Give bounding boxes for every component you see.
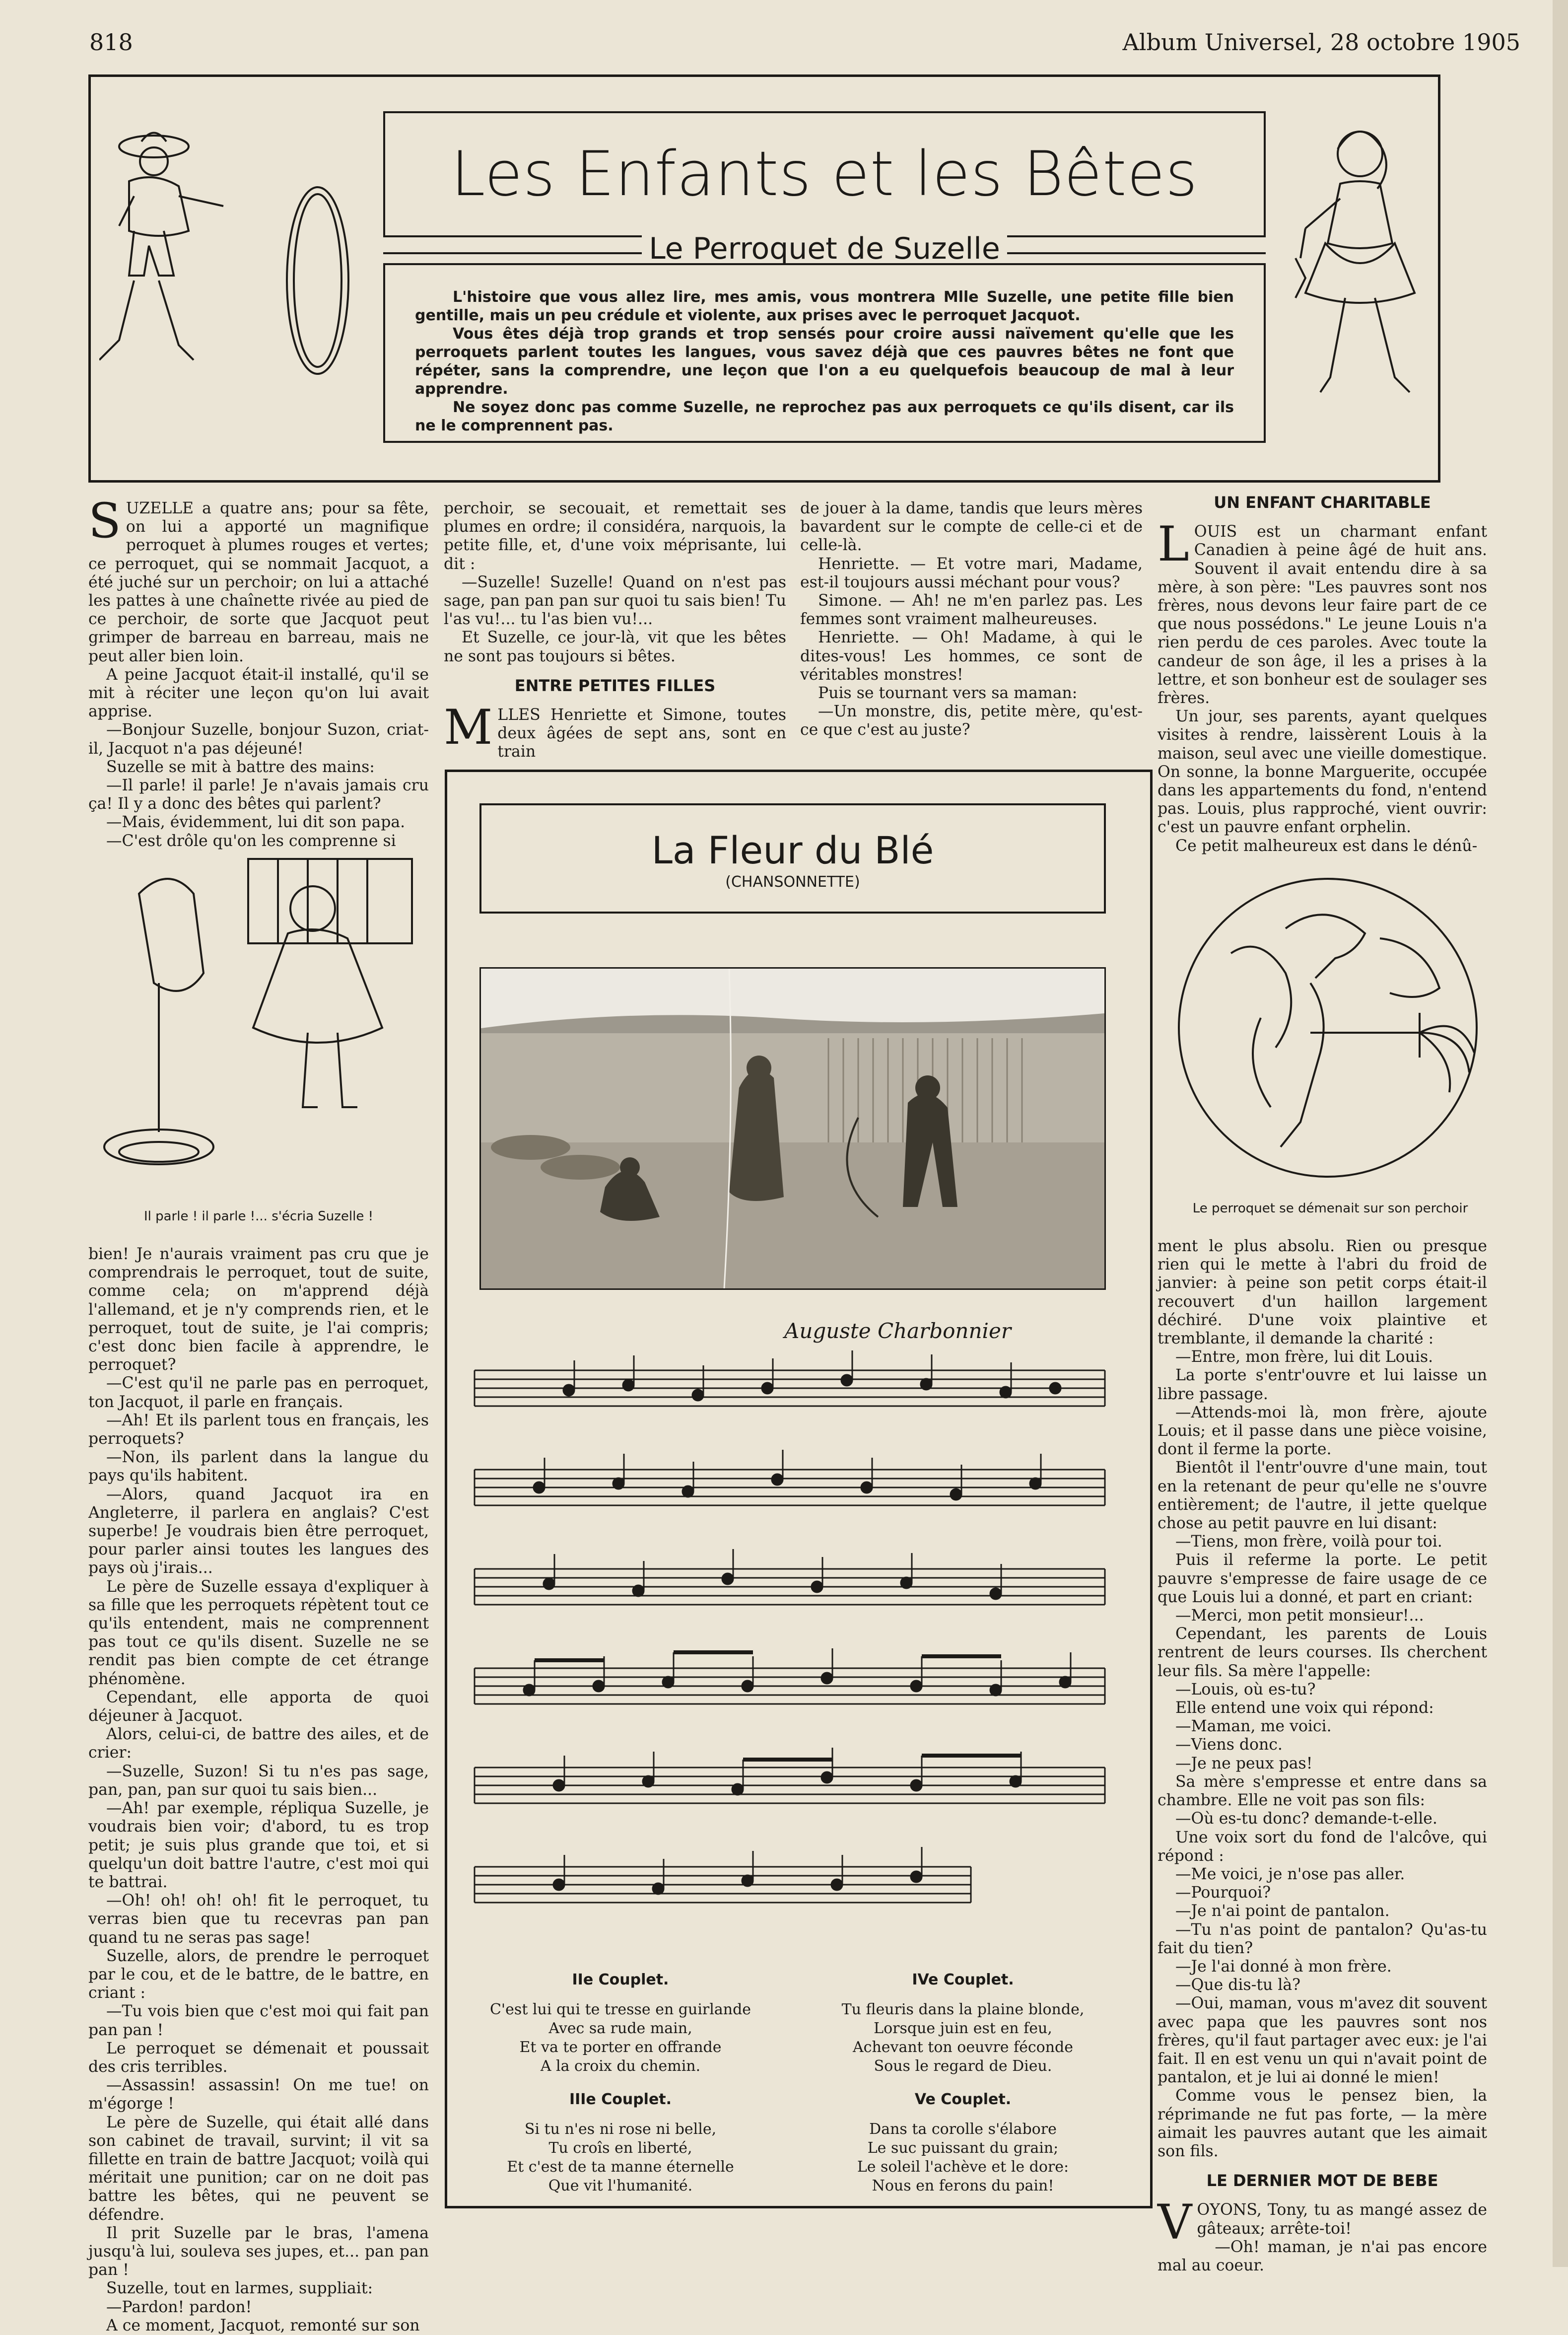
paragraph: —Je ne peux pas!: [1175, 1754, 1313, 1772]
verse-line: Achevant ton oeuvre féconde: [853, 2039, 1073, 2056]
paragraph: UZELLE a quatre ans; pour sa fête, on lui a apporté un magnifique perroquet à plumes rouges et vertes; ce perroquet, qui se nommait Jacquot, a été juché sur un perchoir; on lui a attaché les pattes à une chaînette rivée au pied de ce perchoir, de sorte que Jacquot peut grimper de barreau en barreau, mais ne peut aller bien loin.: [88, 499, 429, 665]
paragraph: Cependant, les parents de Louis rentrent de leurs courses. Ils cherchent leur fils. Sa mère l'appelle:: [1158, 1625, 1487, 1680]
paragraph: Puis se tournant vers sa maman:: [818, 684, 1078, 703]
paragraph: —Oui, maman, vous m'avez dit souvent avec papa que les pauvres sont nos frères, qu'il faut partager avec eux: je l'ai fait. Il en est venu un qui n'avait point de pantalon, et je lui ai donné le mien!: [1158, 1994, 1487, 2087]
paragraph: —Oh! maman, je n'ai pas encore mal au coeur.: [1158, 2238, 1487, 2274]
paragraph: —Ah! par exemple, répliqua Suzelle, je voudrais bien voir; d'abord, tu es trop petit; je suis plus grande que toi, et si quelqu'un doit battre l'autre, c'est moi qui te battrai.: [88, 1799, 429, 1891]
paragraph: de jouer à la dame, tandis que leurs mères bavardent sur le compte de celle-ci et de celle-là.: [800, 499, 1143, 555]
girl-with-doll-illustration: [1286, 119, 1434, 442]
paragraph: Simone. — Ah! ne m'en parlez pas. Les femmes sont vraiment malheureuses.: [800, 592, 1143, 629]
paragraph: —Il parle! il parle! Je n'avais jamais cru ça! Il y a donc des bêtes qui parlent?: [88, 777, 429, 813]
paragraph: Suzelle, tout en larmes, suppliait:: [106, 2279, 373, 2298]
paragraph: Cependant, elle apporta de quoi déjeuner à Jacquot.: [88, 1688, 429, 1725]
paragraph: perchoir, se secouait, et remettait ses plumes en ordre; il considéra, narquois, la petite fille, et, d'une voix méprisante, lui dit :: [444, 499, 786, 573]
paragraph: —Tu vois bien que c'est moi qui fait pan pan pan !: [88, 2002, 429, 2039]
paragraph: OUIS est un charmant enfant Canadien à peine âgé de huit ans. Souvent il avait entendu dire à sa mère, à son père: "Les pauvres sont nos frères, nous devons leur faire part de ce que nous possédons." Le jeune Louis n'a rien perdu de ces paroles. Avec toute la candeur de son âge, il les a prises à la lettre, et son bonheur est de soulager ses frères.: [1158, 523, 1487, 708]
paragraph: A ce moment, Jacquot, remonté sur son: [106, 2316, 420, 2335]
boy-with-hoop-illustration: [99, 122, 377, 439]
section-heading: UN ENFANT CHARITABLE: [1214, 493, 1431, 512]
illustration-caption: Le perroquet se démenait sur son perchoir: [1192, 1201, 1468, 1216]
song-title: La Fleur du Blé: [651, 828, 934, 872]
verse-line: Dans ta corolle s'élabore: [869, 2121, 1057, 2138]
column-2-top: [444, 499, 786, 762]
verse-line: Le suc puissant du grain;: [867, 2139, 1059, 2157]
couplet-heading: Ve Couplet.: [914, 2091, 1012, 2108]
paragraph: —Me voici, je n'ose pas aller.: [1175, 1865, 1405, 1883]
song-composer: Auguste Charbonnier: [784, 1319, 1011, 1343]
paragraph: —Pourquoi?: [1175, 1884, 1271, 1902]
banner-subtitle: Le Perroquet de Suzelle: [383, 231, 1266, 266]
couplet-verse: [804, 2120, 1122, 2195]
column-4-bottom: [1158, 1237, 1487, 2275]
verse-line: A la croix du chemin.: [540, 2057, 701, 2075]
paragraph: Une voix sort du fond de l'alcôve, qui répond :: [1158, 1828, 1487, 1865]
verse-line: Tu fleuris dans la plaine blonde,: [841, 2001, 1085, 2018]
paragraph: —Entre, mon frère, lui dit Louis.: [1175, 1348, 1433, 1366]
column-1-bottom: [88, 1245, 429, 2335]
column-3-top: [800, 499, 1143, 740]
verse-line: Tu croîs en liberté,: [548, 2139, 692, 2157]
verse-line: Nous en ferons du pain!: [872, 2177, 1054, 2194]
paragraph: —C'est qu'il ne parle pas en perroquet, ton Jacquot, il parle en français.: [88, 1374, 429, 1411]
paragraph: La porte s'entr'ouvre et lui laisse un libre passage.: [1158, 1366, 1487, 1403]
page-edge: [1553, 0, 1568, 2267]
couplet-left: [467, 1971, 774, 2195]
intro-paragraph: L'histoire que vous allez lire, mes amis, vous montrera Mlle Suzelle, une petite fille bien gentille, mais un peu crédule et violente, aux prises avec le perroquet Jacquot.: [415, 288, 1234, 324]
paragraph: —Ah! Et ils parlent tous en français, les perroquets?: [88, 1411, 429, 1448]
verse-line: Que vit l'humanité.: [548, 2177, 693, 2194]
paragraph: Comme vous le pensez bien, la réprimande ne fut pas forte, — la mère aimait les pauvres autant que les aimait son fils.: [1158, 2087, 1487, 2160]
paragraph: OYONS, Tony, tu as mangé assez de gâteaux; arrête-toi!: [1197, 2201, 1487, 2238]
couplet-verse: [467, 2120, 774, 2195]
paragraph: —Maman, me voici.: [1175, 1717, 1332, 1736]
column-1-top: [88, 493, 429, 850]
song-title-box: [479, 803, 1106, 914]
paragraph: —Assassin! assassin! On me tue! on m'égorge !: [88, 2076, 429, 2113]
drop-cap: L: [1158, 516, 1189, 572]
paragraph: —Tu n'as point de pantalon? Qu'as-tu fait du tien?: [1158, 1920, 1487, 1957]
harvest-photo: [479, 967, 1106, 1290]
paragraph: —Où es-tu donc? demande-t-elle.: [1175, 1810, 1437, 1828]
paragraph: —Viens donc.: [1175, 1736, 1283, 1754]
intro-paragraph: Ne soyez donc pas comme Suzelle, ne reprochez pas aux perroquets ce qu'ils disent, car ils ne le comprennent pas.: [415, 399, 1234, 434]
sheet-music: [470, 1331, 1110, 1946]
paragraph: Suzelle se mit à battre des mains:: [106, 758, 375, 776]
drop-cap: S: [88, 493, 121, 549]
paragraph: —Mais, évidemment, lui dit son papa.: [106, 813, 406, 832]
drop-cap: M: [444, 700, 493, 756]
verse-line: C'est lui qui te tresse en guirlande: [489, 2001, 751, 2018]
paragraph: Ce petit malheureux est dans le dénû-: [1175, 837, 1478, 855]
paragraph: —Je n'ai point de pantalon.: [1175, 1902, 1390, 1920]
verse-line: Et va te porter en offrande: [519, 2039, 722, 2056]
illustration-caption: Il parle ! il parle !... s'écria Suzelle !: [143, 1209, 374, 1224]
verse-line: Si tu n'es ni rose ni belle,: [524, 2121, 717, 2138]
couplet-right: [804, 1971, 1122, 2195]
paragraph: Henriette. — Et votre mari, Madame, est-il toujours aussi méchant pour vous?: [800, 555, 1143, 591]
paragraph: —Non, ils parlent dans la langue du pays qu'ils habitent.: [88, 1448, 429, 1485]
paragraph: —Que dis-tu là?: [1175, 1976, 1301, 1994]
couplet-heading: IVe Couplet.: [912, 1971, 1014, 1988]
paragraph: —Pardon! pardon!: [106, 2298, 252, 2316]
paragraph: —Un monstre, dis, petite mère, qu'est-ce que c'est au juste?: [800, 703, 1143, 739]
verse-line: Le soleil l'achève et le dore:: [857, 2158, 1069, 2176]
paragraph: Puis il referme la porte. Le petit pauvre s'empresse de faire usage de ce que Louis lui a donné, et part en criant:: [1158, 1551, 1487, 1606]
paragraph: —Merci, mon petit monsieur!...: [1175, 1607, 1424, 1625]
parrot-circle-illustration: [1171, 869, 1484, 1187]
intro-paragraph: Vous êtes déjà trop grands et trop sensés pour croire aussi naïvement qu'elle que les perroquets parlent toutes les langues, vous savez déjà que ces pauvres bêtes ne font que répéter, sans la comprendre, une leçon que l'on a eu quelquefois beaucoup de mal à leur apprendre.: [415, 325, 1234, 398]
paragraph: —Je l'ai donné à mon frère.: [1175, 1957, 1392, 1976]
paragraph: Le père de Suzelle, qui était allé dans son cabinet de travail, survint; il vit sa fillette en train de battre Jacquot; voilà qui méritait une punition; car on ne doit pas battre les bêtes, qui ne peuvent se défendre.: [88, 2113, 429, 2224]
paragraph: —Bonjour Suzelle, bonjour Suzon, criat-il, Jacquot n'a pas déjeuné!: [88, 721, 429, 758]
paragraph: Henriette. — Oh! Madame, à qui le dites-vous! Les hommes, ce sont de véritables monstres!: [800, 629, 1143, 684]
paragraph: —Suzelle! Suzelle! Quand on n'est pas sage, pan pan pan sur quoi tu sais bien! Tu l'as vu!... tu l'as bien vu!...: [444, 573, 786, 629]
section-heading: ENTRE PETITES FILLES: [514, 676, 716, 695]
banner-title: Les Enfants et les Bêtes: [383, 111, 1266, 237]
column-4-top: [1158, 494, 1487, 855]
couplet-verse: [804, 2000, 1122, 2076]
paragraph: Alors, celui-ci, de battre des ailes, et de crier:: [88, 1725, 429, 1762]
couplet-heading: IIe Couplet.: [572, 1971, 669, 1988]
paragraph: ment le plus absolu. Rien ou presque rien qui le mette à l'abri du froid de janvier: à peine son petit corps était-il recouvert d'un haillon largement déchiré. D'une voix plaintive et tremblante, il demande la charité :: [1158, 1237, 1487, 1348]
paragraph: A peine Jacquot était-il installé, qu'il se mit à réciter une leçon qu'on lui avait apprise.: [88, 665, 429, 721]
paragraph: —Attends-moi là, mon frère, ajoute Louis; et il passe dans une pièce voisine, dont il ferme la porte.: [1158, 1403, 1487, 1459]
paragraph: Suzelle, alors, de prendre le perroquet par le cou, et de le battre, de le battre, en criant :: [88, 1947, 429, 2002]
paragraph: —Suzelle, Suzon! Si tu n'es pas sage, pan, pan, pan sur quoi tu sais bien...: [88, 1762, 429, 1799]
paragraph: —Tiens, mon frère, voilà pour toi.: [1175, 1533, 1442, 1551]
girl-and-parrot-illustration: [99, 854, 422, 1192]
verse-line: Lorsque juin est en feu,: [874, 2020, 1052, 2037]
paragraph: Le père de Suzelle essaya d'expliquer à sa fille que les perroquets répètent tout ce qu'ils entendent, mais ne comprennent pas tout ce qu'ils disent. Suzelle ne se rendit pas bien compte de cet étrange phénomène.: [88, 1577, 429, 1688]
drop-cap: V: [1158, 2194, 1192, 2251]
publication-header: Album Universel, 28 octobre 1905: [1122, 29, 1520, 56]
paragraph: Le perroquet se démenait et poussait des cris terribles.: [88, 2039, 429, 2076]
verse-line: Sous le regard de Dieu.: [874, 2057, 1052, 2075]
paragraph: LLES Henriette et Simone, toutes deux âgées de sept ans, sont en train: [497, 706, 786, 761]
verse-line: Et c'est de ta manne éternelle: [507, 2158, 734, 2176]
paragraph: Elle entend une voix qui répond:: [1175, 1699, 1434, 1717]
intro-box: [383, 263, 1266, 443]
paragraph: Il prit Suzelle par le bras, l'amena jusqu'à lui, souleva ses jupes, et... pan pan pan !: [88, 2224, 429, 2279]
paragraph: bien! Je n'aurais vraiment pas cru que je comprendrais le perroquet, tout de suite, comme cela; on m'apprend déjà l'allemand, et je n'y comprends rien, et le perroquet, tout de suite, je l'ai compris; c'est donc bien facile à apprendre, le perroquet?: [88, 1245, 429, 1374]
couplet-heading: IIIe Couplet.: [569, 2091, 672, 2108]
verse-line: Avec sa rude main,: [548, 2020, 692, 2037]
paragraph: Un jour, ses parents, ayant quelques visites à rendre, laissèrent Louis à la maison, seul avec une vieille domestique. On sonne, la bonne Marguerite, occupée dans les appartements du fond, n'entend pas. Louis, plus rapproché, vient ouvrir: c'est un pauvre enfant orphelin.: [1158, 708, 1487, 837]
paragraph: Bientôt il l'entr'ouvre d'une main, tout en la retenant de peur qu'elle ne s'ouvre entièrement; de l'autre, il jette quelque chose au petit pauvre en lui disant:: [1158, 1459, 1487, 1533]
couplet-verse: [467, 2000, 774, 2076]
paragraph: —Louis, où es-tu?: [1175, 1680, 1316, 1698]
harvest-scene-image: [481, 969, 1104, 1288]
paragraph: —Alors, quand Jacquot ira en Angleterre, il parlera en anglais? C'est superbe! Je voudrais bien être perroquet, pour parler ainsi toutes les langues des pays où j'irais...: [88, 1485, 429, 1577]
paragraph: —Oh! oh! oh! oh! fit le perroquet, tu verras bien que tu recevras pan pan quand tu ne seras pas sage!: [88, 1892, 429, 1947]
section-heading: LE DERNIER MOT DE BEBE: [1206, 2171, 1438, 2191]
page-number: 818: [89, 29, 133, 56]
paragraph: —C'est drôle qu'on les comprenne si: [106, 832, 396, 850]
song-subtitle: (CHANSONNETTE): [725, 873, 860, 891]
paragraph: Sa mère s'empresse et entre dans sa chambre. Elle ne voit pas son fils:: [1158, 1772, 1487, 1810]
paragraph: Et Suzelle, ce jour-là, vit que les bêtes ne sont pas toujours si bêtes.: [444, 629, 786, 665]
